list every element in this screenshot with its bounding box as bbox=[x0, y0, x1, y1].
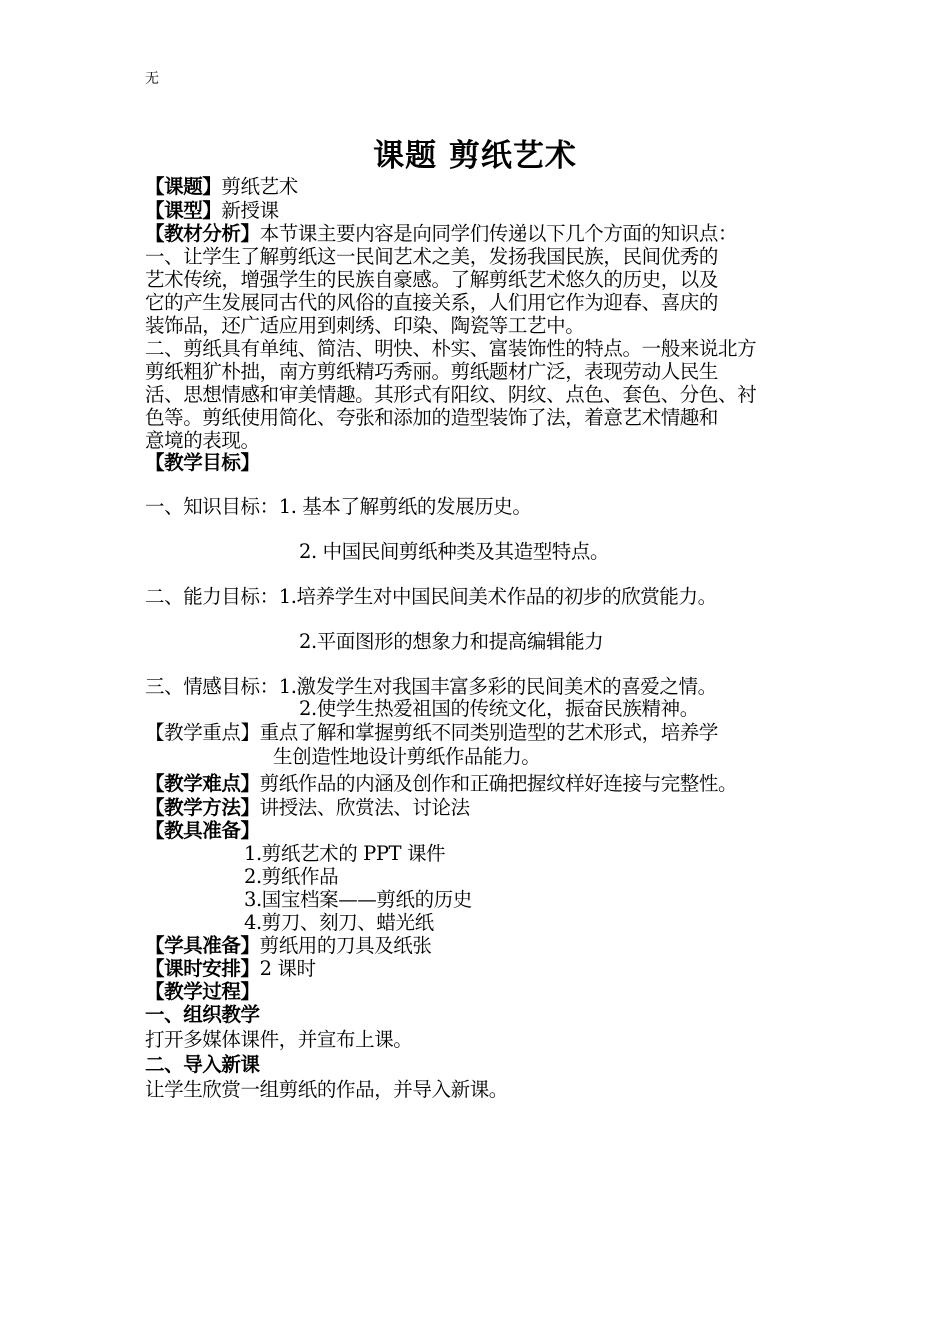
analysis-line: 剪纸粗犷朴拙，南方剪纸精巧秀丽。剪纸题材广泛，表现劳动人民生 bbox=[145, 360, 719, 383]
analysis-line: 意境的表现。 bbox=[145, 429, 260, 452]
emotion-goal-line bbox=[145, 676, 717, 698]
student-prep-label: 【学具准备】 bbox=[145, 934, 260, 957]
student-prep-line bbox=[145, 935, 432, 957]
type-line bbox=[145, 200, 279, 222]
knowledge-goal-head: 一、知识目标： bbox=[145, 495, 279, 518]
student-prep-text: 剪纸用的刀具及纸张 bbox=[259, 934, 432, 957]
teacher-prep-item: 1.剪纸艺术的 PPT 课件 bbox=[244, 842, 446, 865]
emotion-goal-item: 1.激发学生对我国丰富多彩的民间美术的喜爱之情。 bbox=[278, 675, 717, 698]
key-points-line bbox=[145, 722, 718, 744]
document-title: 课题 剪纸艺术 bbox=[373, 138, 577, 174]
emotion-goal-item: 2.使学生热爱祖国的传统文化，振奋民族精神。 bbox=[299, 697, 699, 720]
ability-goal-head: 二、能力目标： bbox=[145, 585, 279, 608]
analysis-line: 艺术传统，增强学生的民族自豪感。了解剪纸艺术悠久的历史，以及 bbox=[145, 268, 719, 291]
analysis-line: 一、让学生了解剪纸这一民间艺术之美，发扬我国民族，民间优秀的 bbox=[145, 245, 719, 268]
emotion-goal-head: 三、情感目标： bbox=[145, 675, 279, 698]
difficulties-text: 剪纸作品的内涵及创作和正确把握纹样好连接与完整性。 bbox=[259, 772, 738, 795]
hours-text: 2 课时 bbox=[259, 957, 316, 980]
hours-line bbox=[145, 958, 316, 980]
analysis-line: 活、思想情感和审美情趣。其形式有阳纹、阴纹、点色、套色、分色、衬 bbox=[145, 383, 757, 406]
analysis-label: 【教材分析】 bbox=[145, 222, 260, 245]
hours-label: 【课时安排】 bbox=[145, 957, 260, 980]
knowledge-goal-item: 2. 中国民间剪纸种类及其造型特点。 bbox=[299, 540, 610, 563]
difficulties-line bbox=[145, 773, 737, 795]
teacher-prep-item: 2.剪纸作品 bbox=[244, 865, 339, 888]
teacher-prep-item: 3.国宝档案——剪纸的历史 bbox=[244, 888, 472, 911]
analysis-line: 二、剪纸具有单纯、简洁、明快、朴实、富装饰性的特点。一般来说北方 bbox=[145, 337, 757, 360]
analysis-text: 本节课主要内容是向同学们传递以下几个方面的知识点： bbox=[259, 222, 738, 245]
analysis-line: 它的产生发展同古代的风俗的直接关系，人们用它作为迎春、喜庆的 bbox=[145, 291, 719, 314]
knowledge-goal-line bbox=[145, 496, 532, 518]
methods-label: 【教学方法】 bbox=[145, 796, 260, 819]
topic-label: 【课题】 bbox=[145, 175, 222, 198]
process-section-heading: 二、导入新课 bbox=[145, 1053, 260, 1076]
goals-label: 【教学目标】 bbox=[145, 451, 260, 474]
topic-value: 剪纸艺术 bbox=[221, 175, 298, 198]
process-section-heading: 一、组织教学 bbox=[145, 1003, 260, 1026]
ability-goal-line bbox=[145, 586, 717, 608]
process-section-text: 打开多媒体课件，并宣布上课。 bbox=[145, 1028, 413, 1051]
analysis-line: 装饰品，还广适应用到刺绣、印染、陶瓷等工艺中。 bbox=[145, 314, 585, 337]
key-points-text: 生创造性地设计剪纸作品能力。 bbox=[273, 745, 541, 768]
teacher-prep-item: 4.剪刀、刻刀、蜡光纸 bbox=[244, 911, 434, 934]
analysis-line: 色等。剪纸使用简化、夸张和添加的造型装饰了法，着意艺术情趣和 bbox=[145, 406, 719, 429]
page-header: 无 bbox=[145, 71, 159, 87]
knowledge-goal-item: 1. 基本了解剪纸的发展历史。 bbox=[278, 495, 532, 518]
ability-goal-item: 2.平面图形的想象力和提高编辑能力 bbox=[299, 630, 604, 653]
process-section-text: 让学生欣赏一组剪纸的作品，并导入新课。 bbox=[145, 1078, 508, 1101]
type-value: 新授课 bbox=[221, 199, 279, 222]
key-points-text: 重点了解和掌握剪纸不同类别造型的艺术形式，培养学 bbox=[259, 721, 719, 744]
type-label: 【课型】 bbox=[145, 199, 222, 222]
process-label: 【教学过程】 bbox=[145, 980, 260, 1003]
methods-text: 讲授法、欣赏法、讨论法 bbox=[259, 796, 470, 819]
teacher-prep-label: 【教具准备】 bbox=[145, 819, 260, 842]
ability-goal-item: 1.培养学生对中国民间美术作品的初步的欣赏能力。 bbox=[278, 585, 717, 608]
difficulties-label: 【教学难点】 bbox=[145, 772, 260, 795]
methods-line bbox=[145, 797, 470, 819]
analysis-line bbox=[145, 223, 737, 245]
topic-line bbox=[145, 176, 298, 198]
key-points-label: 【教学重点】 bbox=[145, 721, 260, 744]
